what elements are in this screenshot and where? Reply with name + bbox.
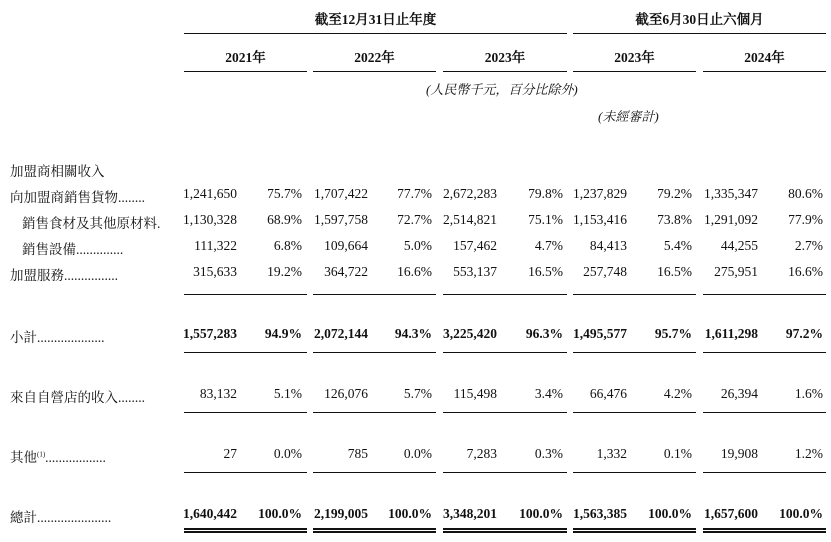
table-cell-percent: 1.6% [794, 386, 823, 401]
table-cell-percent: 16.6% [397, 264, 432, 279]
table-cell-percent: 3.4% [534, 386, 563, 401]
table-cell-amount: 84,413 [589, 238, 627, 253]
year-header-2023-half: 2023年 [614, 50, 655, 65]
table-cell-percent: 73.8% [657, 212, 692, 227]
rule-before-subtotal [313, 294, 436, 295]
table-cell-amount: 2,514,821 [443, 212, 497, 227]
table-cell-amount: 1,153,416 [573, 212, 627, 227]
table-cell-amount: 1,130,328 [183, 212, 237, 227]
table-cell-amount: 2,199,005 [314, 506, 368, 521]
table-cell-percent: 0.3% [534, 446, 563, 461]
table-cell-percent: 100.0% [519, 506, 563, 521]
table-cell-amount: 19,908 [720, 446, 758, 461]
table-cell-percent: 94.9% [264, 326, 302, 341]
table-cell-amount: 785 [347, 446, 368, 461]
table-cell-percent: 72.7% [397, 212, 432, 227]
table-cell-amount: 2,072,144 [314, 326, 368, 341]
footnote-marker: (1) [37, 450, 46, 459]
double-rule-total [313, 528, 436, 533]
table-cell-percent: 6.8% [273, 238, 302, 253]
table-cell-percent: 75.7% [267, 186, 302, 201]
rule-after-subtotal [573, 352, 696, 353]
table-cell-percent: 100.0% [779, 506, 823, 521]
year-rule-2021 [184, 71, 307, 72]
unit-note: (人民幣千元，百分比除外) [426, 82, 578, 97]
header-group-year-rule [184, 33, 567, 34]
rule-after-self-operated [703, 412, 826, 413]
table-cell-percent: 5.4% [663, 238, 692, 253]
table-cell-amount: 364,722 [324, 264, 368, 279]
rule-before-subtotal [573, 294, 696, 295]
rule-after-self-operated [443, 412, 567, 413]
table-cell-amount: 1,241,650 [183, 186, 237, 201]
rule-after-subtotal [703, 352, 826, 353]
table-cell-percent: 97.2% [785, 326, 823, 341]
rule-after-others [443, 472, 567, 473]
table-cell-amount: 1,657,600 [704, 506, 758, 521]
row-label-others: 其他$^{(1)}$.................. [10, 450, 106, 465]
table-cell-amount: 126,076 [324, 386, 368, 401]
year-header-2024-half: 2024年 [744, 50, 785, 65]
header-group-year: 截至12月31日止年度 [314, 12, 437, 27]
year-header-2022: 2022年 [354, 50, 395, 65]
table-cell-amount: 1,335,347 [704, 186, 758, 201]
rule-after-others [184, 472, 307, 473]
table-cell-percent: 100.0% [648, 506, 692, 521]
table-cell-amount: 1,332 [596, 446, 627, 461]
rule-before-subtotal [184, 294, 307, 295]
table-cell-amount: 257,748 [583, 264, 627, 279]
table-cell-percent: 77.7% [397, 186, 432, 201]
table-cell-percent: 79.8% [528, 186, 563, 201]
rule-after-subtotal [184, 352, 307, 353]
table-cell-percent: 100.0% [388, 506, 432, 521]
section-title: 加盟商相關收入 [10, 164, 105, 179]
table-cell-percent: 94.3% [394, 326, 432, 341]
row-label-food-materials: 銷售食材及其他原材料. [22, 216, 161, 231]
table-cell-amount: 111,322 [194, 238, 237, 253]
table-cell-percent: 1.2% [794, 446, 823, 461]
year-rule-2024-half [703, 71, 826, 72]
table-cell-amount: 83,132 [199, 386, 237, 401]
row-label-total: 總計...................... [10, 510, 112, 525]
table-cell-amount: 1,237,829 [573, 186, 627, 201]
table-cell-amount: 27 [223, 446, 237, 461]
rule-after-self-operated [313, 412, 436, 413]
table-cell-percent: 100.0% [258, 506, 302, 521]
table-cell-amount: 1,563,385 [573, 506, 627, 521]
table-cell-percent: 77.9% [788, 212, 823, 227]
table-cell-percent: 0.0% [273, 446, 302, 461]
table-cell-amount: 2,672,283 [443, 186, 497, 201]
table-cell-percent: 5.7% [403, 386, 432, 401]
table-cell-percent: 4.2% [663, 386, 692, 401]
row-label-subtotal: 小計.................... [10, 330, 105, 345]
rule-before-subtotal [703, 294, 826, 295]
rule-after-subtotal [313, 352, 436, 353]
table-cell-percent: 2.7% [794, 238, 823, 253]
table-cell-percent: 0.1% [663, 446, 692, 461]
year-rule-2023 [443, 71, 567, 72]
year-header-2023: 2023年 [484, 50, 526, 65]
table-cell-amount: 7,283 [466, 446, 497, 461]
rule-after-self-operated [184, 412, 307, 413]
rule-before-subtotal [443, 294, 567, 295]
row-label-self-operated: 來自自營店的收入........ [10, 390, 145, 405]
table-cell-amount: 26,394 [720, 386, 758, 401]
table-cell-amount: 1,597,758 [314, 212, 368, 227]
table-cell-percent: 16.6% [788, 264, 823, 279]
table-cell-amount: 1,291,092 [704, 212, 758, 227]
table-cell-amount: 275,951 [714, 264, 758, 279]
table-cell-percent: 19.2% [267, 264, 302, 279]
table-cell-amount: 3,225,420 [443, 326, 497, 341]
table-cell-percent: 68.9% [267, 212, 302, 227]
unaudited-note: (未經審計) [598, 109, 659, 124]
table-cell-percent: 5.1% [273, 386, 302, 401]
year-header-2021: 2021年 [225, 50, 266, 65]
table-cell-percent: 5.0% [403, 238, 432, 253]
table-cell-amount: 109,664 [324, 238, 368, 253]
table-cell-percent: 4.7% [534, 238, 563, 253]
year-rule-2022 [313, 71, 436, 72]
table-cell-amount: 1,640,442 [183, 506, 237, 521]
table-cell-amount: 1,495,577 [573, 326, 627, 341]
double-rule-total [573, 528, 696, 533]
rule-after-subtotal [443, 352, 567, 353]
table-cell-percent: 95.7% [654, 326, 692, 341]
rule-after-others [313, 472, 436, 473]
table-cell-percent: 80.6% [788, 186, 823, 201]
table-cell-percent: 16.5% [528, 264, 563, 279]
table-cell-percent: 75.1% [528, 212, 563, 227]
rule-after-self-operated [573, 412, 696, 413]
table-cell-percent: 16.5% [657, 264, 692, 279]
table-cell-amount: 66,476 [589, 386, 627, 401]
rule-after-others [573, 472, 696, 473]
table-cell-amount: 315,633 [193, 264, 237, 279]
year-rule-2023-half [573, 71, 696, 72]
rule-after-others [703, 472, 826, 473]
double-rule-total [443, 528, 567, 533]
table-cell-amount: 1,611,298 [704, 326, 758, 341]
table-cell-percent: 0.0% [403, 446, 432, 461]
double-rule-total [703, 528, 826, 533]
header-group-half-rule [573, 33, 826, 34]
table-cell-amount: 157,462 [453, 238, 497, 253]
row-label-franchisee-goods: 向加盟商銷售貨物........ [10, 190, 145, 205]
row-label-franchise-services: 加盟服務................ [10, 268, 118, 283]
table-cell-amount: 1,557,283 [183, 326, 237, 341]
row-label-equipment: 銷售設備.............. [22, 242, 124, 257]
table-cell-amount: 553,137 [453, 264, 497, 279]
table-cell-amount: 1,707,422 [314, 186, 368, 201]
table-cell-percent: 96.3% [525, 326, 563, 341]
header-group-half: 截至6月30日止六個月 [635, 12, 764, 27]
table-cell-amount: 44,255 [720, 238, 758, 253]
table-cell-percent: 79.2% [657, 186, 692, 201]
double-rule-total [184, 528, 307, 533]
table-cell-amount: 3,348,201 [443, 506, 497, 521]
table-cell-amount: 115,498 [453, 386, 497, 401]
